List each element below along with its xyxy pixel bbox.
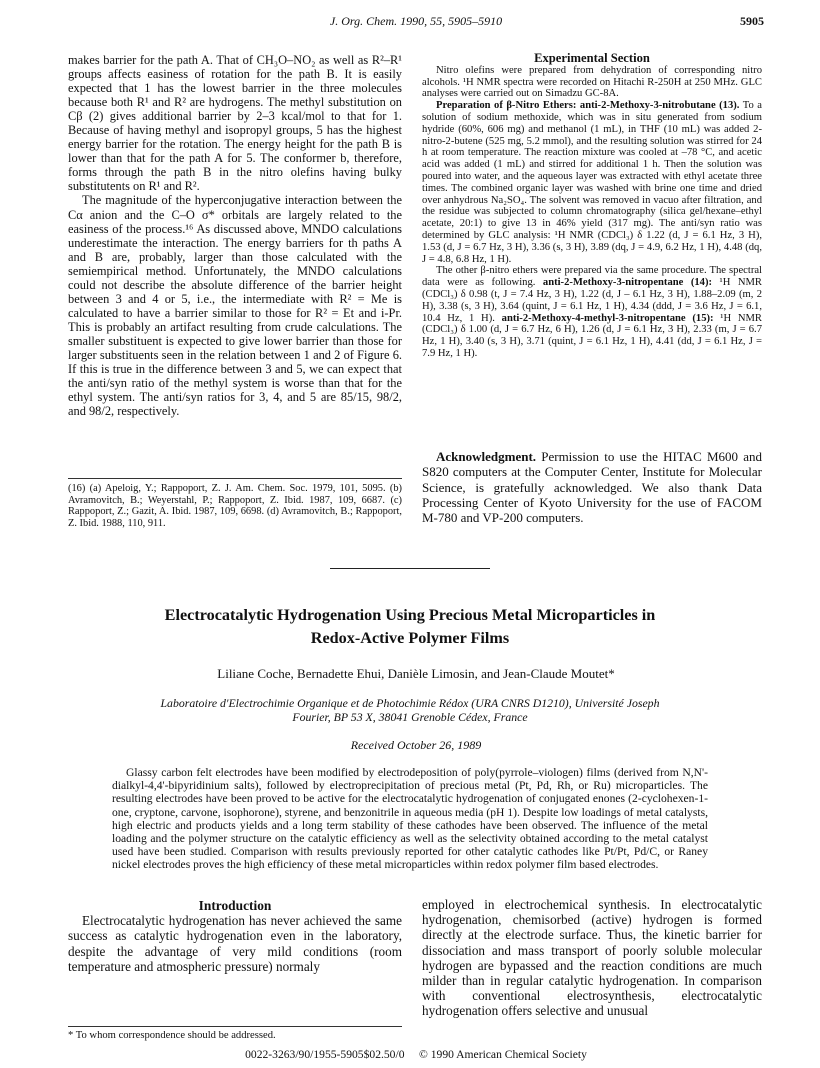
page-number: 5905	[740, 14, 764, 28]
running-header	[68, 14, 764, 34]
introduction-paragraph: Electrocatalytic hydrogenation has never achieved the same success as catalytic hydrogenation even in the laboratory, despite the advantage of very mild conditions (room temperature and atmospheric pressure) normaly	[68, 913, 402, 974]
correspondence-rule	[68, 1026, 402, 1027]
acknowledgment	[422, 449, 762, 525]
compound-14-data: ¹H NMR (CDCl₃) δ 0.98 (t, J = 7.4 Hz, 3 H), 1.22 (d, J – 6.1 Hz, 3 H), 1.88–2.09 (m, 2 H), 3.38 (s, 3 H), 3.64 (quint, J = 6.1 Hz, 1 H), 4.34 (ddd, J = 3.6 Hz, J = 6.1, 10.4 Hz, 1 H).	[422, 277, 762, 324]
footnote-rule	[68, 478, 402, 479]
previous-article-left-column	[68, 53, 402, 418]
experimental-section	[422, 53, 762, 360]
introduction-paragraph-continued: employed in electrochemical synthesis. In electrocatalytic hydrogenation, chemisorbed (active) hydrogen is formed directly at the electrode surface. Thus, the kinetic barrier for dissociation and mass transport of poorly soluble molecular hydrogen are bypassed and the reaction conditions are much milder than in regular catalytic hydrogenation. In comparison with conventional electrosynthesis, electrocatalytic hydrogenation offers selective and unusual	[422, 897, 762, 1019]
acknowledgment-heading: Acknowledgment.	[436, 449, 537, 464]
introduction-heading: Introduction	[198, 898, 272, 913]
compound-15-name: anti-2-Methoxy-4-methyl-3-nitropentane (15):	[501, 312, 714, 324]
footnote-16: (16) (a) Apeloig, Y.; Rappoport, Z. J. Am. Chem. Soc. 1979, 101, 5095. (b) Avramovitch, B.; Weyerstahl, P.; Rappoport, Z. Ibid. 1987, 109, 6687. (c) Rappoport, Z.; Gazit, A. Ibid. 1987, 109, 6698. (d) Avramovitch, B.; Rappoport, Z. Ibid. 1988, 110, 911.	[68, 483, 402, 529]
article-title: Electrocatalytic Hydrogenation Using Precious Metal Microparticles in Redox-Active Polymer Films	[164, 606, 656, 647]
compound-14-name: anti-2-Methoxy-3-nitropentane (14):	[542, 277, 713, 289]
body-paragraph: makes barrier for the path A. That of CH₃O–NO₂ as well as R²–R¹ groups affects easiness of rotation for the path B. It is easily expected that 1 has the lowest barrier in the three molecules because both R¹ and R² are hydrogens. The methyl substitution on Cβ (2) gives additional barrier by 2–3 kcal/mol to that for 1. Because of having methyl and isopropyl groups, 5 has the highest energy barrier for the rotation. The energy height for the path B is lower than that for the path A for 5. The conformer b, therefore, forms through the path B in the nitro olefins having bulky substitutents on R¹ and R².	[68, 53, 402, 194]
experimental-intro: Nitro olefins were prepared from dehydration of corresponding nitro alcohols. ¹H NMR spectra were recorded on Hitachi R-250H at 250 MHz. GLC analyses were carried out on Simadzu GC-8A.	[422, 64, 762, 100]
introduction-left	[68, 898, 402, 974]
acknowledgment-body: Permission to use the HITAC M600 and S820 computers at the Computer Center, Institute for Molecular Science, is gratefully acknowledged. We also thank Data Processing Center of Kyoto University for the use of FACOM M-780 and VP-200 computers.	[422, 449, 762, 526]
section-heading: Experimental Section	[534, 51, 650, 65]
page-footer	[68, 1048, 764, 1061]
article-code: 0022-3263/90/1955-5905$02.50/0	[245, 1048, 405, 1061]
correspondence-note: * To whom correspondence should be addressed.	[68, 1030, 276, 1041]
received-date: Received October 26, 1989	[350, 738, 482, 752]
preparation-heading: Preparation of β-Nitro Ethers: anti-2-Methoxy-3-nitrobutane (13).	[436, 100, 740, 112]
abstract: Glassy carbon felt electrodes have been modified by electrodeposition of poly(pyrrole–viologen) films (derived from N,N'-dialkyl-4,4'-bipyridinium salts), followed by electroprecipitation of precious metal (Pt, Pd, Rh, or Ru) microparticles. The resulting electrodes have been proved to be active for the electrocatalytic hydrogenation of conjugated enones (2-cyclohexen-1-one, cryptone, carvone, isophorone), styrene, and benzonitrile in aqueous media (pH 1). Despite low loadings of metal catalysts, high electric and products yields and a long term stability of these cathodes have been observed. The influence of the metal loading and the polymer structure on the catalytic efficiency as well as the selectivity obtained according to the metal catalyst used have been studied. Comparison with results previously reported for other catalytic cathodes like Pt/Pt, Pd/C, or Raney nickel electrodes proves the high efficiency of these metal microparticles within redox polymer film based electrodes.	[112, 766, 708, 872]
article-divider	[330, 568, 490, 569]
affiliation: Laboratoire d'Electrochimie Organique et de Photochimie Rédox (URA CNRS D1210), Université Joseph Fourier, BP 53 X, 38041 Grenoble Cédex, France	[160, 696, 660, 724]
compound-15-data: ¹H NMR (CDCl₃) δ 1.00 (d, J = 6.7 Hz, 6 H), 1.26 (d, J = 6.1 Hz, 3 H), 2.33 (m, J = 6.7 Hz, 1 H), 3.40 (s, 3 H), 3.71 (quint, J = 6.1 Hz, 1 H), 4.41 (dd, J = 6.1 Hz, J = 7.9 Hz, 1 H).	[422, 312, 762, 359]
journal-citation: J. Org. Chem. 1990, 55, 5905–5910	[329, 14, 503, 28]
body-paragraph: The magnitude of the hyperconjugative interaction between the Cα anion and the C–O σ* orbitals are largely related to the easiness of the process.¹⁶ As discussed above, MNDO calculations underestimate the interaction. The energy barriers for th paths A and B are, probably, larger than those calculated with the semiempirical method. Unfortunately, the MNDO calculations could not describe the absolute difference of the barrier height between 3 and 4 or 5, i.e., the intermediate with R² = Me is calculated to have a barrier similar to those for R² = Et and i-Pr. This is probably an artifact resulting from crude calculations. The smaller substituent is expected to give lower barrier than those for larger substituents seen in the relation between 1 and 2 of Figure 6. If this is true in the difference between 3 and 5, we can expect that the anti/syn ratio of the methyl system is worse than that for the ethyl system. The anti/syn ratios for 3, 4, and 5 are 85/15, 98/2, and 98/2, respectively.	[68, 193, 402, 419]
authors: Liliane Coche, Bernadette Ehui, Danièle Limosin, and Jean-Claude Moutet*	[217, 666, 615, 681]
preparation-body: To a solution of sodium methoxide, which was in situ generated from sodium hydride (60%, 606 mg) and methanol (1 mL), in THF (10 mL) was added 2-nitro-2-butene (525 mg, 5.2 mmol), and the resulting solution was stirred for 24 h at room temperature. The reaction mixture was cooled at –78 °C, and acetic acid was added (1 mL) and stirred for additional 1 h. Then the solution was poured into water, and the aqueous layer was extracted with ethyl acetate three times. The combined organic layer was washed with brine one time and dried over anhydrous Na₂SO₄. The solvent was removed in vacuo after filtration, and the residue was subjected to column chromatography (silica gel/hexane–ethyl acetate, 20:1) to give 13 in 46% yield (317 mg). The anti/syn ratio was determined by GLC analysis: ¹H NMR (CDCl₃) δ 1.22 (d, J = 6.1 Hz, 3 H), 1.53 (d, J = 6.7 Hz, 3 H), 3.36 (s, 3 H), 3.89 (dq, J = 4.9, 6.2 Hz, 1 H), 4.48 (dq, J = 4.8, 6.8 Hz, 1 H).	[422, 100, 762, 265]
copyright-notice: © 1990 American Chemical Society	[419, 1048, 587, 1061]
introduction-right	[422, 897, 762, 1019]
other-ethers-intro: The other β-nitro ethers were prepared via the same procedure. The spectral data were as following.	[422, 265, 762, 289]
